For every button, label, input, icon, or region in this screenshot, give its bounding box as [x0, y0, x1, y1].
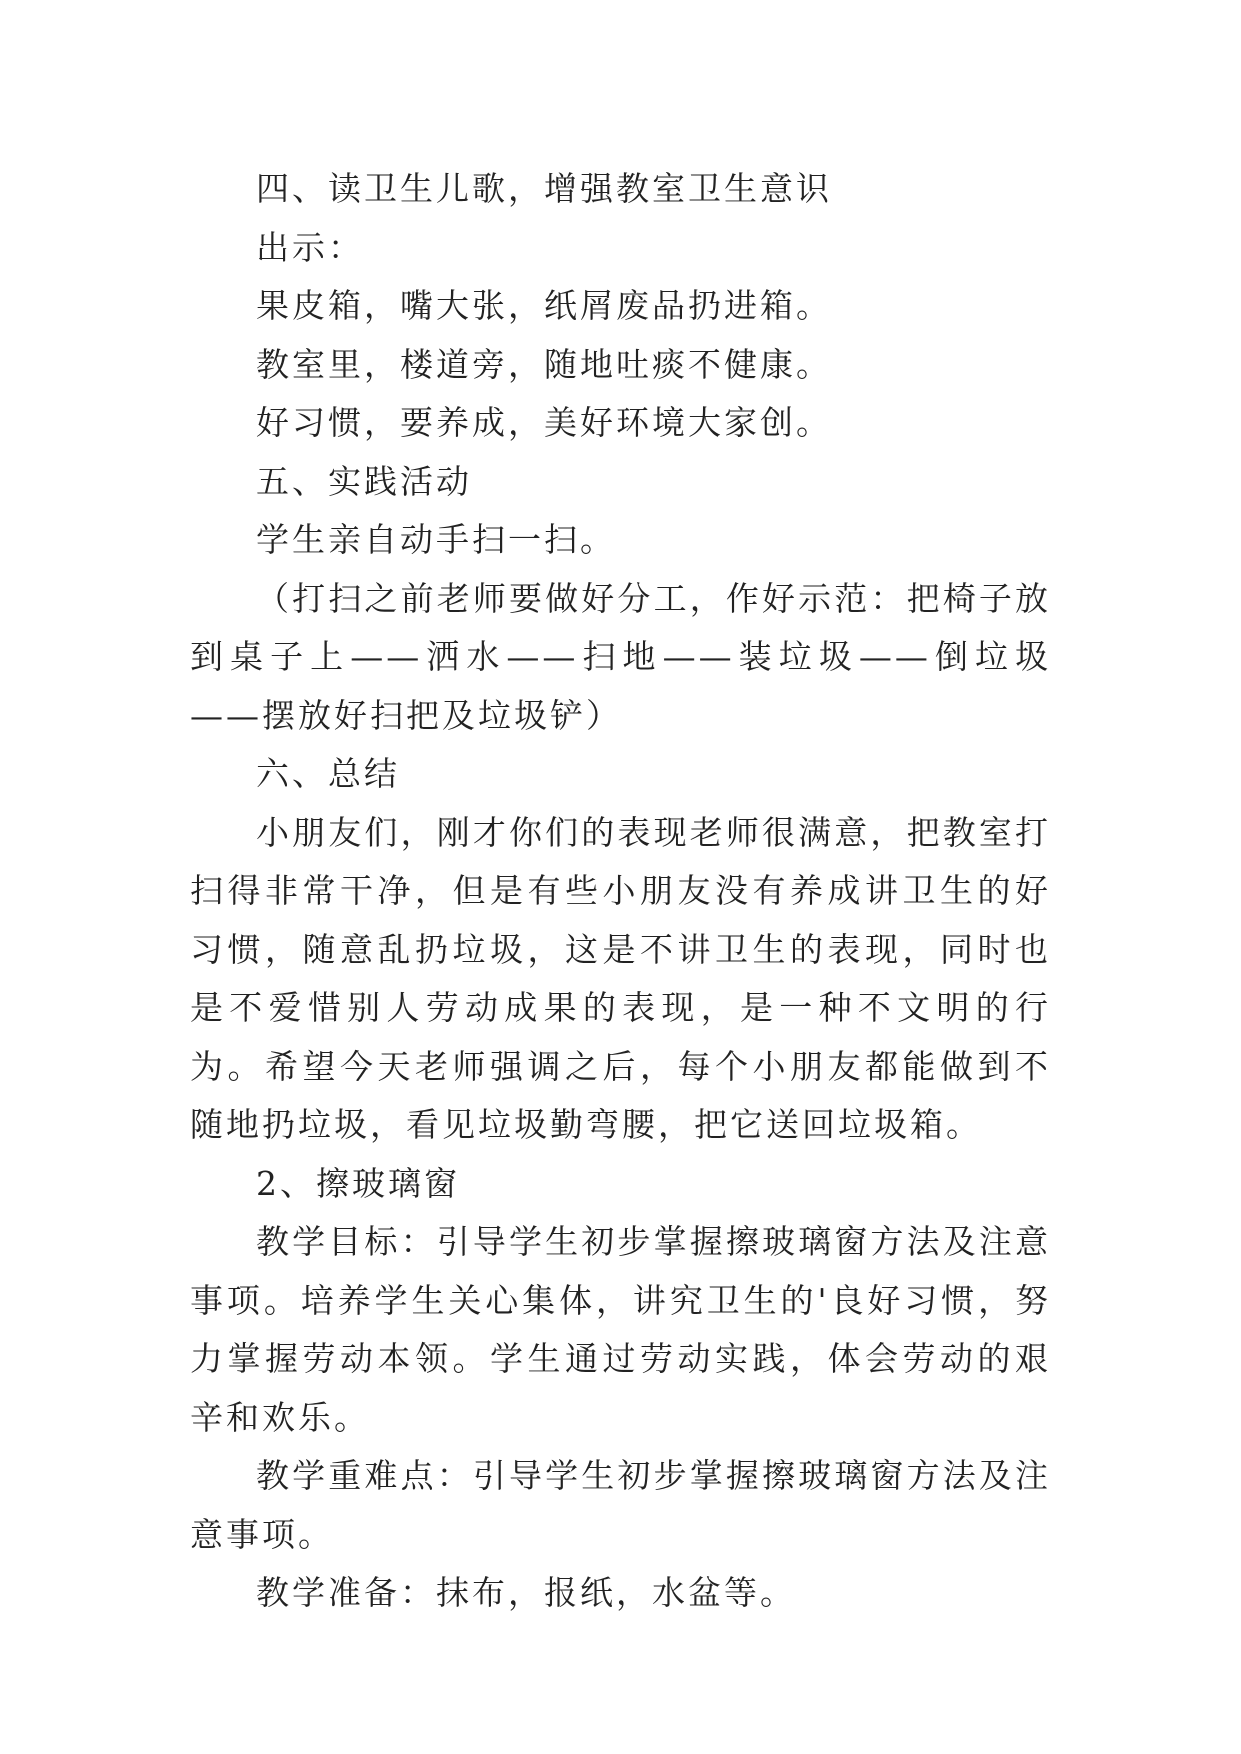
- section-heading-children-song: 四、读卫生儿歌，增强教室卫生意识: [256, 169, 832, 208]
- song-line-2: 教室里，楼道旁，随地吐痰不健康。: [256, 344, 832, 384]
- section-heading-practice: 五、实践活动: [256, 461, 472, 501]
- section-heading-window-cleaning: 2、擦玻璃窗: [256, 1163, 460, 1203]
- song-line-1: 果皮箱，嘴大张，纸屑废品扔进箱。: [256, 286, 832, 325]
- document-body: [190, 160, 1051, 1623]
- paragraph-summary: 小朋友们，刚才你们的表现老师很满意，把教室打扫得非常干净，但是有些小朋友没有养成讲卫生的好习惯，随意乱扔垃圾，这是不讲卫生的表现，同时也是不爱惜别人劳动成果的表现，是一种不文明的行为。希望今天老师强调之后，每个小朋友都能做到不随地扔垃圾，看见垃圾勤弯腰，把它送回垃圾箱。: [190, 812, 1051, 1144]
- paragraph-materials: 教学准备：抹布，报纸，水盆等。: [256, 1573, 796, 1612]
- paragraph-key-points: 教学重难点：引导学生初步掌握擦玻璃窗方法及注意事项。: [190, 1456, 1051, 1554]
- section-heading-summary: 六、总结: [256, 754, 400, 793]
- paragraph-teaching-goals: 教学目标：引导学生初步掌握擦玻璃窗方法及注意事项。培养学生关心集体，讲究卫生的'良好习惯，努力掌握劳动本领。学生通过劳动实践，体会劳动的艰辛和欢乐。: [190, 1222, 1051, 1437]
- paragraph-cleaning-steps: （打扫之前老师要做好分工，作好示范：把椅子放到桌子上——洒水——扫地——装垃圾——倒垃圾——摆放好扫把及垃圾铲）: [190, 578, 1051, 735]
- paragraph-show: 出示：: [256, 227, 364, 267]
- paragraph-practice: 学生亲自动手扫一扫。: [256, 520, 616, 559]
- song-line-3: 好习惯，要养成，美好环境大家创。: [256, 403, 832, 442]
